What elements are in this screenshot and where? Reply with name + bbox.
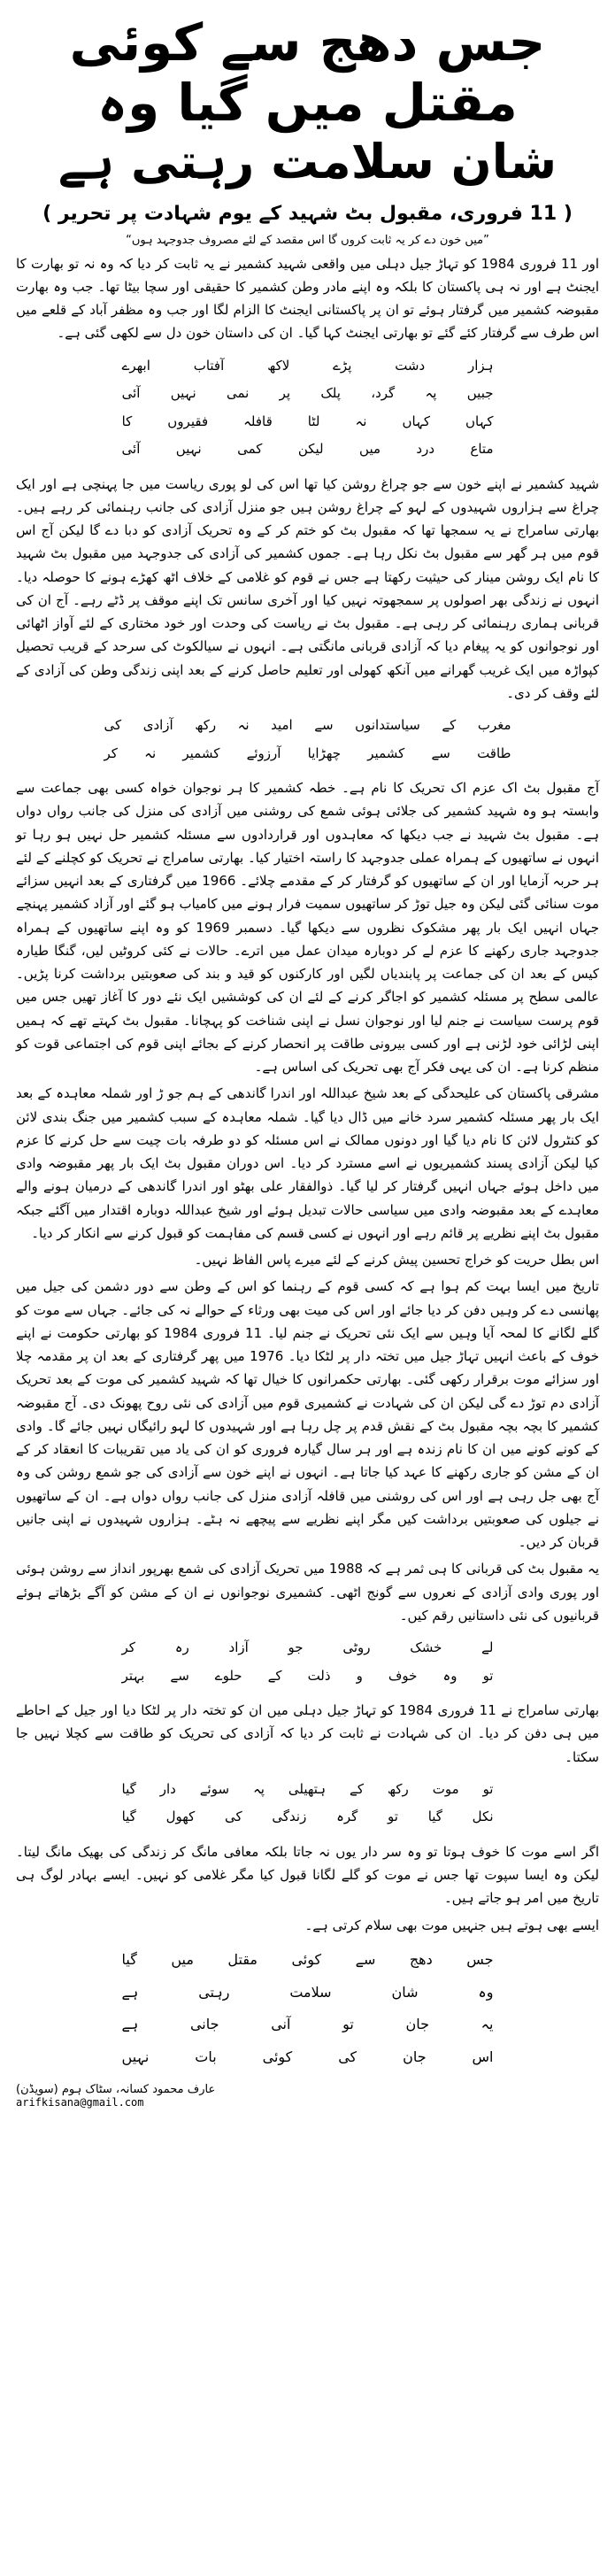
verse-word: کمی	[237, 441, 263, 458]
verse-word: جو	[288, 1639, 304, 1656]
verse-block-1	[122, 352, 494, 464]
verse-block-4	[122, 1776, 494, 1832]
paragraph-2: شہید کشمیر نے اپنے خون سے جو چراغ روشن کیا تھا اس کی لو پوری ریاست میں جا پہنچی ہے اور ایک چراغ سے ہزاروں شہیدوں کے لہو کے چراغ روشن ہیں جو منزل آزادی کی جانب رہنمائی کر رہے ہیں۔ بھارتی سامراج نے یہ سمجھا تھا کہ مقبول بٹ کو ختم کر کے وہ تحریک آزادی کو دبا دے گا لیکن آج اس قوم میں ہر گھر سے مقبول بٹ نکل رہا ہے۔ جموں کشمیر کی آزادی کی جدوجہد میں مقبول بٹ شہید کا نام ایک روشن مینار کی حیثیت رکھتا ہے جس نے قوم کو غلامی کے خلاف اٹھ کھڑے ہونے کا حوصلہ دیا۔ انہوں نے زندگی بھر اصولوں پر سمجھوتہ نہیں کیا اور آخری سانس تک اپنے موقف پر ڈٹے رہے۔ آج ان کی قربانی ہماری رہنمائی کر رہی ہے۔ مقبول بٹ نے ریاست کی وحدت اور خود مختاری کے لئے آواز اٹھائی اور نوجوانوں کو یہ پیغام دیا کہ آزادی قربانی مانگتی ہے۔ انہوں نے سیالکوٹ کی سرحد کے قریب تحصیل کپواڑہ میں ایک غریب گھرانے میں آنکھ کھولی اور تعلیم حاصل کرنے کے بعد اپنی زندگی وطن کی آزادی کے لئے وقف کر دی۔	[16, 475, 600, 701]
verse-word: اس	[472, 2048, 494, 2066]
verse-word: حلوے	[214, 1667, 242, 1684]
paragraph-8: بھارتی سامراج نے 11 فروری 1984 کو تہاڑ جیل دہلی میں ان کو تختہ دار پر لٹکا دیا اور جیل کے احاطے میں ہی دفن کر دیا۔ ان کی شہادت نے ثابت کر دیا کہ آزادی کی تحریک کو طاقت سے کچلا نہیں جا سکتا۔	[16, 1702, 599, 1765]
verse-word: تو	[388, 1809, 398, 1825]
verse-word: کھول	[165, 1809, 196, 1825]
verse-word: کی	[225, 1809, 242, 1825]
verse-word: گیا	[121, 1950, 137, 1968]
verse-word: میں	[171, 1950, 194, 1968]
verse-word: جان	[403, 2048, 427, 2066]
verse-word: گیا	[121, 1780, 136, 1797]
verse-word: لے	[481, 1639, 494, 1656]
verse-line	[104, 712, 511, 740]
verse-word: پر	[279, 385, 291, 402]
verse-word: خوف	[388, 1667, 418, 1684]
verse-word: کی	[104, 717, 122, 734]
verse-word: دھج	[409, 1950, 433, 1968]
verse-word: کا	[121, 413, 133, 429]
verse-line	[122, 352, 494, 381]
article-headline	[16, 12, 599, 190]
author-email[interactable]: arifkisana@gmail.com	[16, 2096, 144, 2109]
verse-word: رہ	[174, 1639, 189, 1656]
verse-word: رکھ	[195, 717, 217, 734]
verse-word: آرزوئے	[246, 744, 281, 761]
verse-word: بات	[195, 2048, 217, 2066]
verse-word: سے	[431, 744, 450, 761]
article-subhead: ( 11 فروری، مقبول بٹ شہید کے یوم شہادت پر تحریر )	[42, 202, 573, 225]
verse-word: قافلہ	[243, 413, 273, 429]
verse-word: و	[356, 1667, 363, 1684]
verse-word: کے	[350, 1780, 364, 1797]
verse-word: سیاستدانوں	[355, 717, 420, 734]
verse-word: کوئی	[291, 1950, 322, 1968]
verse-word: لیکن	[297, 441, 324, 458]
verse-word: جس	[466, 1950, 494, 1968]
paragraph-10: ایسے بھی ہوتے ہیں جنہیں موت بھی سلام کرتی ہے۔	[304, 1917, 599, 1933]
verse-word: لٹا	[307, 413, 320, 429]
verse-line	[122, 408, 494, 436]
verse-line	[122, 1634, 494, 1662]
verse-word: آفتاب	[193, 357, 225, 374]
verse-word: کشمیر	[367, 744, 405, 761]
verse-line	[122, 1662, 494, 1691]
paragraph-1: اور 11 فروری 1984 کو تہاڑ جیل دہلی میں واقعی شہید کشمیر نے یہ ثابت کر دیا کہ وہ نہ تو بھارت کا ایجنٹ ہے اور نہ ہی پاکستان کا بلکہ وہ اپنے مادر وطن کشمیر کا حقیقی اور سچا بیٹا تھا۔ جب وہ بھارت مقبوضہ کشمیر میں گرفتار ہوئے تو ان پر پاکستانی ایجنٹ کا الزام لگا اور جب وہ مظفر آباد کے قلعے میں اس طرف سے گرفتار کئے گئے تو بھارتی ایجنٹ کہا گیا۔ ان کی داستان خون دل سے لکھی گئی ہے۔	[16, 255, 599, 342]
verse-word: خشک	[410, 1639, 442, 1656]
paragraph-6: تاریخ میں ایسا بہت کم ہوا ہے کہ کسی قوم کے رہنما کو اس کے وطن سے دور دشمن کی جیل میں پھانسی دے کر وہیں دفن کر دیا جائے اور اس کی میت بھی ورثاء کے حوالے نہ کی جائے۔ جہاں سے موت کو گلے لگانے کا لمحہ آیا وہیں سے ایک نئی تحریک نے جنم لیا۔ 11 فروری 1984 کو بھارتی حکومت نے اپنے خوف کے باعث انہیں تہاڑ جیل میں تختہ دار پر لٹکا دیا۔ 1976 میں پھر گرفتاری کے بعد ان پر مقدمہ چلا اور سزائے موت برقرار رکھی گئی۔ بھارتی حکمرانوں کا خیال تھا کہ شہید کشمیر کی موت کے بعد تحریک آزادی دم توڑ دے گی لیکن ان کی شہادت نے کشمیری قوم میں آزادی کی نئی روح پھونک دی۔ آج مقبوضہ کشمیر کا بچہ بچہ مقبول بٹ کے نقش قدم پر چل رہا ہے اور شہیدوں کا لہو رائیگاں نہیں جائے گا۔ وادی کے کونے کونے میں ان کا نام زندہ ہے اور ہر سال گیارہ فروری کو ان کی یاد میں تقریبات کا انعقاد کر کے ان کے مشن کو جاری رکھنے کا عہد کیا جاتا ہے۔ انہوں نے اپنے خون سے آزادی کی جو شمع روشن کی وہ آج بھی جل رہی ہے اور اس کی روشنی میں قافلہ آزادی منزل کی جانب رواں دواں ہے۔ ان کے ساتھیوں نے جیلوں کی صعوبتیں برداشت کیں مگر اپنے نظریے سے پیچھے نہ ہٹے۔ ہزاروں شہیدوں نے اپنی جانیں قربان کر دیں۔	[16, 1278, 599, 1551]
verse-word: کہاں	[402, 413, 430, 429]
verse-word: متاع	[470, 441, 494, 458]
verse-word: سے	[170, 1667, 189, 1684]
verse-word: کوئی	[262, 2048, 293, 2066]
verse-word: آزادی	[142, 717, 173, 734]
verse-word: سوئے	[199, 1780, 230, 1797]
verse-word: جانی	[189, 2016, 219, 2033]
verse-word: نمی	[226, 385, 250, 402]
verse-word: گرہ	[336, 1809, 358, 1825]
verse-word: یہ	[480, 2016, 494, 2033]
verse-word: رہتی	[198, 1983, 230, 2001]
paragraph-9: اگر اسے موت کا خوف ہوتا تو وہ سر دار یوں نہ جاتا بلکہ معافی مانگ کر زندگی کی بھیک مانگ لیتا۔ لیکن وہ ایسا سپوت تھا جس نے موت کو گلے لگانا قبول کیا مگر غلامی کو نہیں۔ ایسے بہادر لوگ ہی تاریخ میں امر ہو جاتے ہیں۔	[16, 1843, 599, 1907]
verse-word: آزاد	[228, 1639, 249, 1656]
verse-word: سے	[314, 717, 334, 734]
verse-word: ہزار	[468, 357, 494, 374]
verse-block-5	[122, 1944, 494, 2074]
verse-word: دار	[159, 1780, 176, 1797]
verse-word: مقتل	[227, 1950, 258, 1968]
verse-word: کے	[442, 717, 457, 734]
verse-word: پہ	[425, 385, 437, 402]
verse-word: تو	[342, 2016, 354, 2033]
verse-word: آئی	[121, 441, 141, 458]
verse-word: کے	[267, 1667, 282, 1684]
verse-word: تو	[482, 1780, 494, 1797]
verse-word: لاکھ	[267, 357, 290, 374]
paragraph-7: یہ مقبول بٹ کی قربانی کا ہی ثمر ہے کہ 1988 میں تحریک آزادی کی شمع بھرپور انداز سے روشن ہوئی اور پوری وادی آزادی کے نعروں سے گونج اٹھی۔ کشمیری نوجوانوں نے ان کے مشن کو آگے بڑھاتے ہوئے قربانیوں کی نئی داستانیں رقم کیں۔	[16, 1561, 599, 1623]
verse-line	[104, 740, 511, 768]
verse-word: رکھ	[387, 1780, 409, 1797]
verse-line	[122, 1803, 494, 1832]
verse-word: کشمیر	[182, 744, 220, 761]
verse-line	[122, 436, 494, 464]
verse-word: نہیں	[170, 385, 196, 402]
verse-word: گیا	[121, 1809, 136, 1825]
verse-word: ہتھیلی	[288, 1780, 327, 1797]
verse-word: آنی	[271, 2016, 291, 2033]
verse-word: کر	[104, 744, 118, 761]
verse-word: جان	[405, 2016, 429, 2033]
verse-line	[122, 1977, 494, 2009]
verse-word: پڑے	[333, 357, 352, 374]
verse-word: نہیں	[175, 441, 202, 458]
verse-word: نکل	[472, 1809, 494, 1825]
verse-word: زندگی	[272, 1809, 307, 1825]
verse-word: وہ	[478, 1983, 494, 2001]
verse-word: نہ	[355, 413, 367, 429]
verse-word: ہے	[121, 2016, 139, 2033]
verse-word: میں	[359, 441, 381, 458]
verse-word: پلک	[320, 385, 341, 402]
verse-line	[122, 380, 494, 408]
paragraph-3: آج مقبول بٹ اک عزم اک تحریک کا نام ہے۔ خطہ کشمیر کا ہر نوجوان خواہ کسی بھی جماعت سے وابستہ ہو وہ شہید کشمیر کی جلائی ہوئی شمع کی روشنی میں آزادی کی منزل کی جانب رواں دواں ہے۔ مقبول بٹ شہید نے جب دیکھا کہ معاہدوں اور قراردادوں سے مسئلہ کشمیر حل نہیں ہو رہا تو انہوں نے ساتھیوں کے ہمراہ عملی جدوجہد کا راستہ اختیار کیا۔ بھارتی سامراج نے تحریک کو کچلنے کے لئے ہر حربہ آزمایا اور ان کے ساتھیوں کو گرفتار کر کے مقدمے چلائے۔ 1966 میں گرفتاری کے بعد انہیں سزائے موت سنائی گئی لیکن وہ جیل توڑ کر ساتھیوں سمیت فرار ہونے میں کامیاب ہو گئے اور آزاد کشمیر پہنچے جہاں انہیں ایک بار پھر مشکوک نظروں سے دیکھا گیا۔ دسمبر 1969 کو وہ اپنے ساتھیوں کے ہمراہ جدوجہد جاری رکھنے کا عزم لے کر دوبارہ میدان عمل میں اترے۔ حالات نے کئی کروٹیں لیں، گنگا طیارہ کیس کے بعد ان کی جماعت پر پابندیاں لگیں اور کارکنوں کو قید و بند کی صعوبتیں برداشت کرنا پڑیں۔ عالمی سطح پر مسئلہ کشمیر کو اجاگر کرنے کے لئے ان کی کوششیں ایک نئے دور کا آغاز تھیں جس میں قوم پرست سیاست نے جنم لیا اور نوجوان نسل نے اپنی شناخت کو پہچانا۔ مقبول بٹ کہتے تھے کہ ہمیں اپنی لڑائی خود لڑنی ہے اور کسی بیرونی طاقت پر انحصار کرنے کے بجائے اپنی قوم کی اجتماعی قوت کو منظم کرنا ہے۔ ان کی یہی فکر آج بھی تحریک کی اساس ہے۔	[16, 780, 600, 1076]
verse-line	[122, 2041, 494, 2074]
verse-word: گیا	[427, 1809, 442, 1825]
verse-word: درد	[416, 441, 435, 458]
verse-word: فقیروں	[167, 413, 209, 429]
verse-word: ابھرے	[121, 357, 150, 374]
verse-word: آئی	[121, 385, 141, 402]
verse-word: کہاں	[465, 413, 494, 429]
verse-word: ذلت	[307, 1667, 331, 1684]
verse-block-3	[122, 1634, 494, 1690]
verse-word: دشت	[395, 357, 426, 374]
intro-quote: ”میں خون دے کر یہ ثابت کروں گا اس مقصد کے لئے مصروف جدوجہد ہوں“	[126, 233, 489, 247]
verse-line	[122, 2009, 494, 2041]
headline-line-2: شان سلامت رہتی ہے	[58, 133, 557, 189]
verse-word: بہتر	[121, 1667, 145, 1684]
verse-word: نہ	[237, 717, 250, 734]
verse-word: سلامت	[289, 1983, 332, 2001]
verse-word: طاقت	[477, 744, 511, 761]
verse-word: امید	[271, 717, 293, 734]
paragraph-4: مشرقی پاکستان کی علیحدگی کے بعد شیخ عبداللہ اور اندرا گاندھی کے ہم جو ڑ اور شملہ معاہدہ کے بعد ایک بار پھر مسئلہ کشمیر سرد خانے میں ڈال دیا گیا۔ شملہ معاہدہ کے سبب کشمیر میں جنگ بندی لائن کو کنٹرول لائن کا نام دیا گیا اور دونوں ممالک نے اس مسئلہ کو دو طرفہ بات چیت سے حل کرنے کا عزم کیا لیکن آزادی پسند کشمیریوں نے اسے مسترد کر دیا۔ اس دوران مقبول بٹ ایک بار پھر مقبوضہ وادی میں داخل ہوئے جہاں انہیں گرفتار کر لیا گیا۔ ذوالفقار علی بھٹو اور اندرا گاندھی کے درمیان ہونے والے معاہدے کے بعد مقبوضہ وادی میں سیاسی حالات تبدیل ہوئے اور شیخ عبداللہ دوبارہ اقتدار میں آگئے جبکہ مقبول بٹ اپنے نظریے پر قائم رہے اور انہوں نے کسی قسم کی مفاہمت کو قبول کرنے سے انکار کر دیا۔	[16, 1085, 599, 1241]
author-byline	[16, 2083, 599, 2109]
verse-word: چھڑایا	[307, 744, 342, 761]
verse-word: ہے	[121, 1983, 139, 2001]
verse-block-2	[104, 712, 511, 767]
verse-word: روٹی	[342, 1639, 371, 1656]
verse-word: کر	[121, 1639, 135, 1656]
verse-word: مغرب	[477, 717, 511, 734]
verse-word: نہ	[144, 744, 157, 761]
verse-word: کی	[338, 2048, 357, 2066]
verse-word: وہ	[442, 1667, 457, 1684]
verse-word: تو	[482, 1667, 494, 1684]
verse-word: گرد،	[371, 385, 396, 402]
verse-word: پہ	[252, 1780, 265, 1797]
verse-line	[122, 1944, 494, 1977]
verse-word: شان	[391, 1983, 419, 2001]
verse-word: سے	[355, 1950, 376, 1968]
verse-word: موت	[432, 1780, 459, 1797]
headline-line-1: جس دھج سے کوئی مقتل میں گیا وہ	[69, 12, 546, 134]
paragraph-5: اس بطل حریت کو خراج تحسین پیش کرنے کے لئے میرے پاس الفاظ نہیں۔	[194, 1252, 599, 1269]
verse-line	[122, 1776, 494, 1804]
verse-word: نہیں	[121, 2048, 150, 2066]
author-name: عارف محمود کسانہ، سٹاک ہوم (سویڈن)	[16, 2083, 216, 2097]
verse-word: جبیں	[466, 385, 494, 402]
